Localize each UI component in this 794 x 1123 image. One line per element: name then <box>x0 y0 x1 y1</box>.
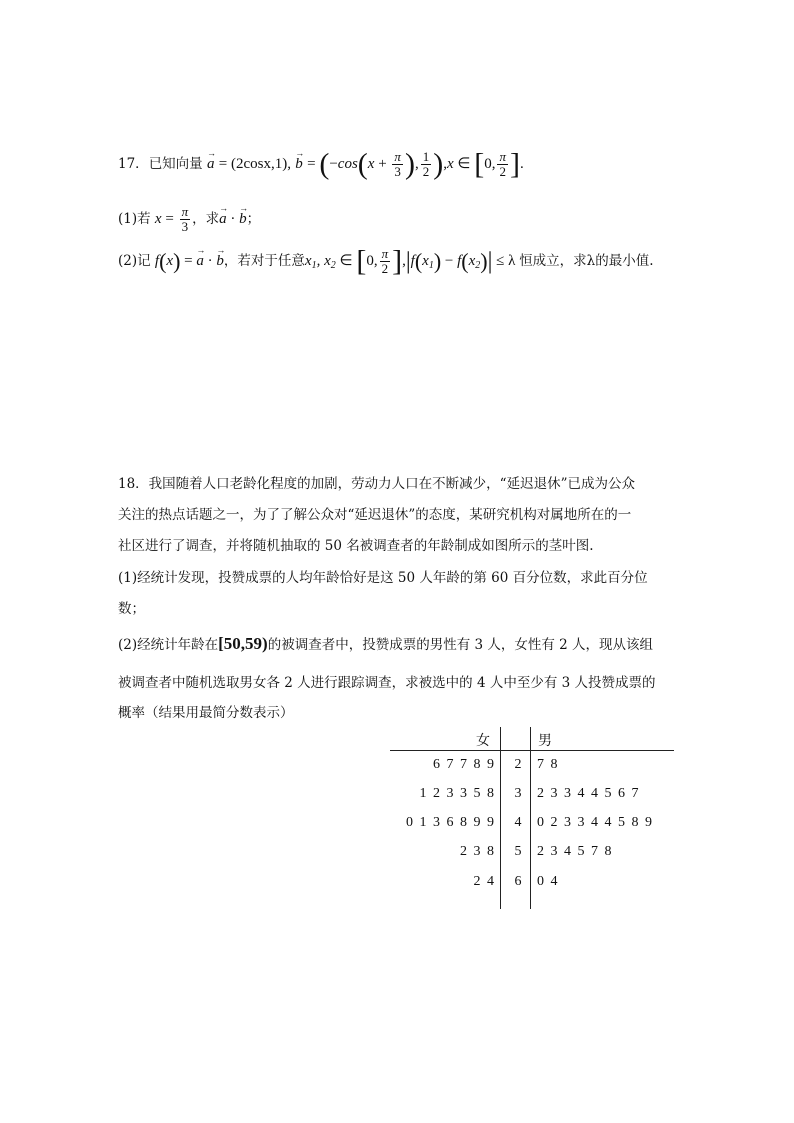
q18-line-3: 社区进行了调查，并将随机抽取的 50 名被调查者的年龄制成如图所示的茎叶图. <box>118 538 594 554</box>
q18-part2-line-1 <box>118 634 653 655</box>
stem-leaf-female-leaves: 6 7 7 8 9 <box>433 757 494 772</box>
stem-leaf-stem: 2 <box>514 757 522 772</box>
stem-leaf-header-male: 男 <box>538 733 552 749</box>
q17-part2-label: (2)记 <box>118 253 151 269</box>
stem-leaf-female-leaves: 0 1 3 6 8 9 9 <box>406 815 494 830</box>
stem-leaf-male-leaves: 2 3 4 5 7 8 <box>537 844 612 859</box>
q17-part1-var: x <box>154 211 162 227</box>
stem-leaf-row <box>390 815 674 835</box>
q17-part1-vec-a: → a <box>219 209 227 229</box>
stem-leaf-male-leaves: 2 3 3 4 4 5 6 7 <box>537 786 639 801</box>
frac-one-half: $\frac{1}{2}$ <box>422 149 430 179</box>
stem-leaf-stem: 4 <box>514 815 522 830</box>
q18-part2-line-2: 被调查者中随机选取男女各 2 人进行跟踪调查，求被选中的 4 人中至少有 3 人投赞成票的 <box>118 675 656 691</box>
q17-part1-tail: ； <box>246 211 261 227</box>
stem-leaf-stem: 5 <box>514 844 522 859</box>
stem-leaf-male-leaves: 7 8 <box>537 757 558 772</box>
stem-leaf-male-leaves: 0 4 <box>537 874 558 889</box>
q17-part2-mid: ，若对于任意 <box>223 253 305 269</box>
q18-part1-line-1: (1)经统计发现，投赞成票的人均年龄恰好是这 50 人年龄的第 60 百分位数，求此百分位 <box>118 570 648 586</box>
stem-leaf-plot <box>390 727 674 909</box>
q17-part1-frac: $\frac{\pi}{3}$ <box>181 204 189 234</box>
vector-b: → b <box>295 154 303 174</box>
q18-line-1: 18．我国随着人口老龄化程度的加剧，劳动力人口在不断减少，“延迟退休”已成为公众 <box>118 476 635 492</box>
frac-pi-over-2: $\frac{\pi}{2}$ <box>499 149 506 179</box>
stem-leaf-header-rule <box>390 750 674 751</box>
interval-start: 0 <box>484 156 492 172</box>
q17-intro: 已知向量 <box>148 156 203 172</box>
q17-number: 17． <box>118 156 149 172</box>
q17-part2-func: f <box>154 253 160 269</box>
stem-leaf-female-leaves: 2 4 <box>473 874 494 889</box>
stem-leaf-female-leaves: 1 2 3 3 5 8 <box>419 786 494 801</box>
frac-pi-over-3: $\frac{\pi}{3}$ <box>394 149 401 179</box>
q18-interval: [50,59) <box>218 634 268 653</box>
stem-leaf-header-female: 女 <box>476 733 490 749</box>
stem-leaf-row <box>390 786 674 806</box>
vector-b-func: cos <box>337 156 358 172</box>
q17-part1-suffix: ，求 <box>192 211 220 227</box>
stem-leaf-row <box>390 757 674 777</box>
q18-line-2: 关注的热点话题之一，为了了解公众对“延迟退休”的态度，某研究机构对属地所在的一 <box>118 507 632 523</box>
vector-b-arg-var: x <box>367 156 375 172</box>
q18-part1-line-2: 数； <box>118 601 145 617</box>
q17-part1-vec-b: → b <box>239 209 247 229</box>
q18-part2-suffix: 的被调查者中，投赞成票的男性有 3 人，女性有 2 人，现从该组 <box>267 637 654 653</box>
stem-leaf-row <box>390 844 674 864</box>
q17-part1-label: (1)若 <box>118 211 151 227</box>
q17-part2: (2)记 f(x) = → a · → b，若对于任意$x_1$, $x_2$ ∈ [0, $\frac{\pi}{2}$ ]$,|f(x_1) - f(x_2)| \le \lambda$ 恒成立，求λ的最小值. <box>118 247 654 276</box>
q17-part2-frac: $\frac{\pi}{2}$ <box>381 246 389 276</box>
stem-leaf-stem: 3 <box>514 786 522 801</box>
vector-a: → a <box>207 154 215 174</box>
q17-line-1: 17．已知向量 → a = (2cosx,1), → b = (−cos(x + $\frac{\pi}{3}$ ), $\frac{1}{2}$ ),x ∈ [0, $\frac{\pi}{2}$ ]. <box>118 150 524 179</box>
stem-leaf-female-leaves: 2 3 8 <box>460 844 494 859</box>
q17-part1: (1)若 x = $\frac{\pi}{3}$ ，求→ a · → b； <box>118 205 260 234</box>
stem-leaf-stem: 6 <box>514 874 522 889</box>
domain-var: x <box>446 156 454 172</box>
stem-leaf-row <box>390 874 674 894</box>
q18-part2-line-3: 概率（结果用最简分数表示） <box>118 705 294 721</box>
q18-part2-prefix: (2)经统计年龄在 <box>118 637 219 653</box>
stem-leaf-male-leaves: 0 2 3 3 4 4 5 8 9 <box>537 815 652 830</box>
q17-part2-condition: 恒成立，求λ的最小值. <box>519 253 654 269</box>
vector-a-value: (2cosx,1) <box>231 156 288 172</box>
